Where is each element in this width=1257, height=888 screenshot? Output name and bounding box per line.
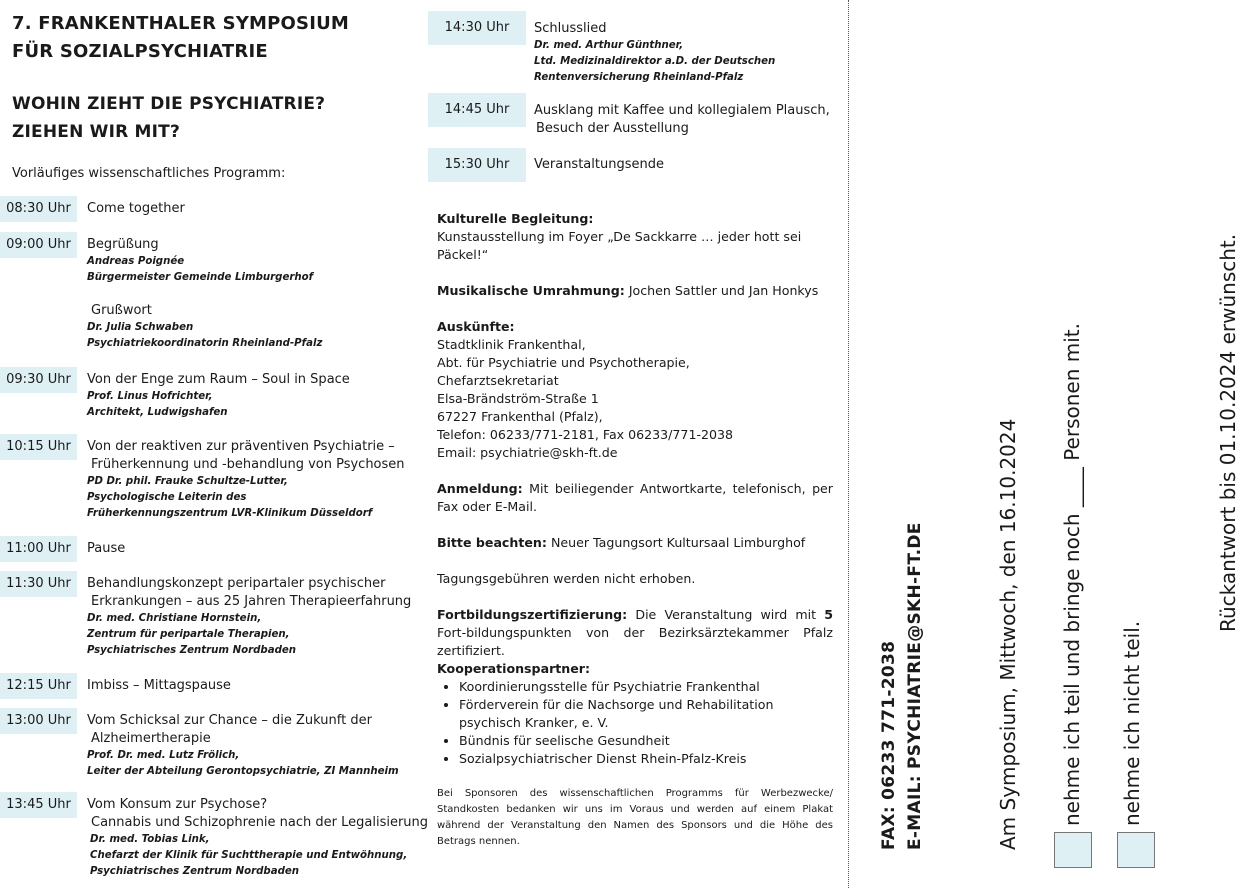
time-slot: 11:00 Uhr xyxy=(0,536,77,562)
fold-line xyxy=(848,0,849,888)
list-item: • Bündnis für seelische Gesundheit xyxy=(459,732,833,750)
certification-section: Fortbildungszertifizierung: Die Veranstaltung wird mit 5 Fort-bildungspunkten von der Bezirksärztekammer Pfalz zertifiziert. xyxy=(437,607,833,658)
program-item: Von der Enge zum Raum – Soul in Space Prof. Linus Hofrichter, Architekt, Ludwigshafen xyxy=(87,372,350,418)
fees-note: Tagungsgebühren werden nicht erhoben. xyxy=(437,571,696,586)
time-slot: 13:00 Uhr xyxy=(0,708,77,734)
program-item: Vom Schicksal zur Chance – die Zukunft der Alzheimertherapie Prof. Dr. med. Lutz Frölich, Leiter der Abteilung Gerontopsychiatrie, ZI Mannheim xyxy=(87,713,399,777)
fax-email-block: FAX: 06233 771-2038 E-MAIL: PSYCHIATRIE@SKH-FT.DE xyxy=(879,522,925,850)
program-item: Come together xyxy=(87,201,185,216)
symposium-title: 7. FRANKENTHALER SYMPOSIUM FÜR SOZIALPSYCHIATRIE xyxy=(12,13,350,62)
program-item: Imbiss – Mittagspause xyxy=(87,678,231,693)
program-item: Pause xyxy=(87,541,126,556)
time-slot: 15:30 Uhr xyxy=(428,148,526,182)
notice-section: Bitte beachten: Neuer Tagungsort Kultursaal Limburghof xyxy=(437,535,806,550)
time-slot: 10:15 Uhr xyxy=(0,434,77,460)
list-item: • Sozialpsychiatrischer Dienst Rhein-Pfalz-Kreis xyxy=(459,750,833,768)
list-item: • Koordinierungsstelle für Psychiatrie Frankenthal xyxy=(459,678,833,696)
time-slot: 09:00 Uhr xyxy=(0,232,77,258)
partners-section: Kooperationspartner: • Koordinierungsstelle für Psychiatrie Frankenthal • Förderverein für die Nachsorge und Rehabilitation psychisch Kranker, e. V. • Bündnis für seelische Gesundheit • Sozialpsychiatrischer Dienst Rhein-Pfalz-Kreis xyxy=(437,660,833,768)
sponsor-note: Bei Sponsoren des wissenschaftlichen Programms für Werbezwecke/ Standkosten bedanken wir uns im Voraus und werden auf einem Plakat während der Veranstaltung den Namen des Sponsors und die Höhe des Betrags nennen. xyxy=(437,788,833,847)
partners-list xyxy=(437,678,833,768)
decline-option-label: nehme ich nicht teil. xyxy=(1120,620,1144,826)
time-slot: 12:15 Uhr xyxy=(0,673,77,699)
reply-deadline: Rückantwort bis 01.10.2024 erwünscht. xyxy=(1216,233,1240,632)
time-slot: 14:45 Uhr xyxy=(428,93,526,127)
list-item: • Förderverein für die Nachsorge und Rehabilitation psychisch Kranker, e. V. xyxy=(459,696,833,732)
program-item: Behandlungskonzept peripartaler psychischer Erkrankungen – aus 25 Jahren Therapieerfahrung Dr. med. Christiane Hornstein, Zentrum für peripartale Therapien, Psychiatrisches Zentrum Nordbaden xyxy=(87,576,412,656)
program-item: Veranstaltungsende xyxy=(534,157,664,172)
program-item: Schlusslied Dr. med. Arthur Günthner, Ltd. Medizinaldirektor a.D. der Deutschen Rentenversicherung Rheinland-Pfalz xyxy=(534,21,776,83)
program-item: Begrüßung Andreas Poignée Bürgermeister Gemeinde Limburgerhof Grußwort Dr. Julia Schwaben Psychiatriekoordinatorin Rheinland-Pfalz xyxy=(87,237,323,349)
program-item: Ausklang mit Kaffee und kollegialem Plausch, Besuch der Ausstellung xyxy=(534,103,830,136)
contact-section: Auskünfte: Stadtklinik Frankenthal, Abt. für Psychiatrie und Psychotherapie, Chefarztsekretariat Elsa-Brändström-Straße 1 67227 Frankenthal (Pfalz), Telefon: 06233/771-2181, Fax 06233/771-2038 Email: psychiatrie@skh-ft.de xyxy=(437,319,734,460)
time-slot: 14:30 Uhr xyxy=(428,11,526,45)
time-slot: 13:45 Uhr xyxy=(0,792,77,818)
program-item: Von der reaktiven zur präventiven Psychiatrie – Früherkennung und -behandlung von Psychosen PD Dr. phil. Frauke Schultze-Lutter, Psychologische Leiterin des Früherkennungszentrum LVR-Klinikum Düsseldorf xyxy=(87,439,405,519)
program-item: Vom Konsum zur Psychose? Cannabis und Schizophrenie nach der Legalisierung Dr. med. Tobias Link, Chefarzt der Klinik für Suchttherapie und Entwöhnung, Psychiatrisches Zentrum Nordbaden xyxy=(87,797,429,877)
date-line: Am Symposium, Mittwoch, den 16.10.2024 xyxy=(996,418,1020,850)
decline-checkbox[interactable] xyxy=(1117,832,1155,868)
program-label: Vorläufiges wissenschaftliches Programm: xyxy=(12,166,286,181)
registration-section: Anmeldung: Mit beiliegender Antwortkarte, telefonisch, per Fax oder E-Mail. xyxy=(437,481,833,514)
attend-checkbox[interactable] xyxy=(1054,832,1092,868)
culture-section: Kulturelle Begleitung: Kunstausstellung im Foyer „De Sackkarre … jeder hott sei Päckel!“ xyxy=(437,211,802,262)
music-section: Musikalische Umrahmung: Jochen Sattler und Jan Honkys xyxy=(437,283,819,298)
symposium-subtitle: WOHIN ZIEHT DIE PSYCHIATRIE? ZIEHEN WIR MIT? xyxy=(12,94,326,142)
attend-option-label: nehme ich teil und bringe noch ____ Personen mit. xyxy=(1060,323,1084,826)
time-slot: 08:30 Uhr xyxy=(0,196,77,222)
time-slot: 09:30 Uhr xyxy=(0,367,77,393)
time-slot: 11:30 Uhr xyxy=(0,571,77,597)
